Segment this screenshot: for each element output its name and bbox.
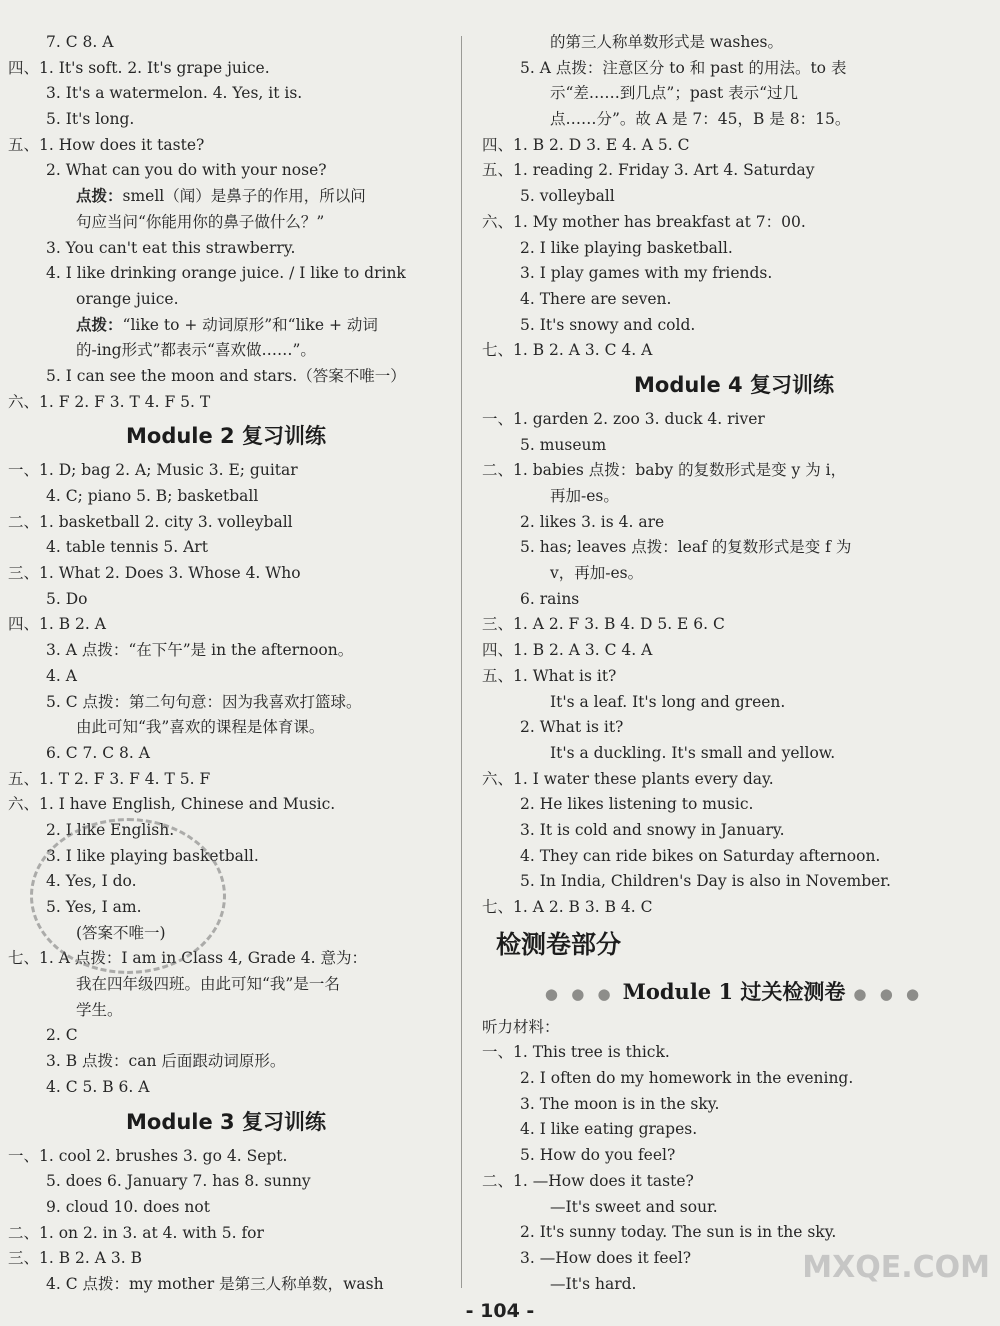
answer-text: 6. rains bbox=[520, 589, 580, 608]
answer-text: 5. I can see the moon and stars.（答案不唯一） bbox=[46, 366, 406, 385]
answer-line bbox=[474, 561, 994, 587]
answer-text: 3. It is cold and snowy in January. bbox=[520, 820, 785, 839]
answer-line bbox=[474, 30, 994, 56]
answer-text: 5. does 6. January 7. has 8. sunny bbox=[46, 1172, 311, 1191]
answer-line bbox=[0, 484, 452, 510]
answer-text: 六、1. F 2. F 3. T 4. F 5. T bbox=[8, 392, 211, 411]
answer-line bbox=[0, 638, 452, 664]
answer-line bbox=[0, 767, 452, 793]
part-title: 检测卷部分 bbox=[496, 929, 622, 959]
answer-line bbox=[0, 313, 452, 339]
answer-line bbox=[0, 1023, 452, 1049]
answer-text: 3. B 点拨：can 后面跟动词原形。 bbox=[46, 1052, 286, 1071]
answer-text: 7. C 8. A bbox=[46, 33, 114, 51]
banner-dots-left: ● ● ● bbox=[544, 984, 615, 1003]
answer-text: 四、1. It's soft. 2. It's grape juice. bbox=[8, 58, 270, 77]
answer-line bbox=[474, 792, 994, 818]
answer-line bbox=[0, 818, 452, 844]
answer-text: 5. museum bbox=[520, 435, 607, 454]
test-banner bbox=[474, 969, 994, 1015]
answer-line bbox=[0, 287, 452, 313]
answer-line bbox=[474, 612, 994, 638]
answer-line bbox=[0, 869, 452, 895]
answer-line bbox=[474, 1220, 994, 1246]
answer-line bbox=[474, 869, 994, 895]
answer-line bbox=[0, 612, 452, 638]
answer-line bbox=[0, 458, 452, 484]
answer-text: 4. I like eating grapes. bbox=[520, 1120, 698, 1139]
answer-text: It's a leaf. It's long and green. bbox=[550, 692, 786, 711]
answer-line bbox=[0, 715, 452, 741]
answer-line bbox=[474, 895, 994, 921]
answer-text: 三、1. B 2. A 3. B bbox=[8, 1249, 142, 1268]
answer-line bbox=[0, 1272, 452, 1298]
column-divider bbox=[461, 36, 462, 1288]
answer-line bbox=[0, 510, 452, 536]
answer-line bbox=[474, 210, 994, 236]
answer-text: 句应当问“你能用你的鼻子做什么？” bbox=[76, 212, 325, 231]
answer-text: 3. It's a watermelon. 4. Yes, it is. bbox=[46, 84, 303, 103]
answer-text: 示“差……到几点”；past 表示“过几 bbox=[550, 84, 799, 103]
answer-line bbox=[0, 1195, 452, 1221]
answer-line bbox=[0, 741, 452, 767]
answer-text: 2. C bbox=[46, 1026, 78, 1045]
answer-line bbox=[0, 792, 452, 818]
answer-line bbox=[474, 287, 994, 313]
answer-text: 5. C 点拨：第二句句意：因为我喜欢打篮球。 bbox=[46, 692, 362, 711]
answer-line bbox=[474, 184, 994, 210]
answer-text: 五、1. reading 2. Friday 3. Art 4. Saturday bbox=[482, 161, 815, 180]
answer-line bbox=[474, 133, 994, 159]
answer-text: 5. A 点拨：注意区分 to 和 past 的用法。to 表 bbox=[520, 58, 847, 77]
answer-text: 一、1. D; bag 2. A; Music 3. E; guitar bbox=[8, 461, 298, 480]
answer-text: 学生。 bbox=[76, 1000, 123, 1019]
answer-line bbox=[474, 1066, 994, 1092]
answer-line bbox=[0, 1049, 452, 1075]
answer-line bbox=[474, 1169, 994, 1195]
answer-text: 六、1. My mother has breakfast at 7：00. bbox=[482, 212, 806, 231]
answer-line bbox=[474, 1143, 994, 1169]
answer-text: 五、1. T 2. F 3. F 4. T 5. F bbox=[8, 769, 211, 788]
answer-text: 3. A 点拨：“在下午”是 in the afternoon。 bbox=[46, 641, 354, 660]
answer-text: 2. It's sunny today. The sun is in the sky. bbox=[520, 1223, 837, 1242]
answer-text: 七、1. A 2. B 3. B 4. C bbox=[482, 898, 653, 916]
answer-line bbox=[474, 81, 994, 107]
answer-line bbox=[474, 433, 994, 459]
answer-line bbox=[0, 133, 452, 159]
answer-text: 5. volleyball bbox=[520, 187, 615, 206]
answer-text: 五、1. How does it taste? bbox=[8, 135, 205, 154]
answer-text: 4. C 5. B 6. A bbox=[46, 1077, 150, 1096]
answer-line bbox=[0, 261, 452, 287]
answer-line bbox=[474, 690, 994, 716]
answer-line bbox=[474, 1040, 994, 1066]
answer-text: 二、1. babies 点拨：baby 的复数形式是变 y 为 i， bbox=[482, 461, 847, 480]
answer-text: 七、1. A 点拨：I am in Class 4, Grade 4. 意为： bbox=[8, 949, 367, 968]
answer-line bbox=[474, 56, 994, 82]
answer-line bbox=[474, 1092, 994, 1118]
answer-text: 4. C 点拨：my mother 是第三人称单数，wash bbox=[46, 1274, 384, 1293]
answer-text: 3. I like playing basketball. bbox=[46, 846, 259, 865]
answer-text: 三、1. What 2. Does 3. Whose 4. Who bbox=[8, 564, 301, 583]
answer-text: 2. What can you do with your nose? bbox=[46, 161, 327, 180]
answer-line bbox=[474, 638, 994, 664]
answer-text: 听力材料： bbox=[482, 1017, 560, 1036]
answer-line bbox=[0, 1169, 452, 1195]
answer-text: (答案不唯一) bbox=[76, 923, 166, 942]
answer-line bbox=[0, 236, 452, 262]
answer-line bbox=[474, 158, 994, 184]
answer-text: 二、1. on 2. in 3. at 4. with 5. for bbox=[8, 1223, 264, 1242]
answer-text: 5. has; leaves 点拨：leaf 的复数形式是变 f 为 bbox=[520, 538, 852, 557]
answer-line bbox=[0, 1246, 452, 1272]
answer-text: 一、1. cool 2. brushes 3. go 4. Sept. bbox=[8, 1146, 288, 1165]
answer-text: 我在四年级四班。由此可知“我”是一名 bbox=[76, 975, 340, 994]
answer-line bbox=[0, 364, 452, 390]
answer-line bbox=[474, 767, 994, 793]
answer-text: 6. C 7. C 8. A bbox=[46, 743, 150, 762]
answer-text: 5. In India, Children's Day is also in November. bbox=[520, 872, 891, 891]
section-heading: Module 3 复习训练 bbox=[126, 1109, 326, 1134]
answer-text: It's a duckling. It's small and yellow. bbox=[550, 743, 836, 762]
answer-text: 再加-es。 bbox=[550, 487, 619, 505]
banner-dots-right: ● ● ● bbox=[853, 984, 924, 1003]
answer-line bbox=[474, 338, 994, 364]
answer-line bbox=[474, 715, 994, 741]
answer-text: orange juice. bbox=[76, 289, 179, 308]
answer-text: 4. table tennis 5. Art bbox=[46, 538, 208, 557]
answer-line bbox=[0, 561, 452, 587]
hint-label: 点拨： bbox=[76, 187, 123, 206]
answer-text: 2. What is it? bbox=[520, 718, 624, 737]
answer-text: 四、1. B 2. A bbox=[8, 615, 106, 634]
answer-text: —It's sweet and sour. bbox=[550, 1197, 718, 1216]
answer-text: 五、1. What is it? bbox=[482, 666, 617, 685]
section-heading: Module 4 复习训练 bbox=[634, 372, 834, 397]
answer-line bbox=[474, 458, 994, 484]
answer-line bbox=[0, 921, 452, 947]
page-number: - 104 - bbox=[465, 1300, 535, 1322]
answer-text: 4. A bbox=[46, 666, 77, 685]
answer-text: smell（闻）是鼻子的作用，所以问 bbox=[122, 187, 366, 206]
answer-line bbox=[0, 998, 452, 1024]
hint-label: 点拨： bbox=[76, 315, 123, 334]
right-column bbox=[474, 30, 994, 1300]
answer-line bbox=[0, 338, 452, 364]
answer-text: 由此可知“我”喜欢的课程是体育课。 bbox=[76, 718, 325, 737]
answer-line bbox=[0, 1075, 452, 1101]
answer-line bbox=[474, 818, 994, 844]
answer-text: 3. I play games with my friends. bbox=[520, 264, 773, 283]
answer-text: 的第三人称单数形式是 washes。 bbox=[550, 33, 784, 51]
answer-text: 点……分”。故 A 是 7：45，B 是 8：15。 bbox=[550, 110, 851, 129]
answer-line bbox=[474, 236, 994, 262]
answer-line bbox=[0, 844, 452, 870]
answer-text: 七、1. B 2. A 3. C 4. A bbox=[482, 341, 653, 360]
answer-line bbox=[0, 587, 452, 613]
answer-line bbox=[474, 1015, 994, 1041]
answer-text: 一、1. This tree is thick. bbox=[482, 1043, 670, 1062]
answer-line bbox=[0, 81, 452, 107]
answer-text: 四、1. B 2. D 3. E 4. A 5. C bbox=[482, 135, 690, 154]
answer-line bbox=[474, 1195, 994, 1221]
answer-text: 5. Yes, I am. bbox=[46, 898, 142, 916]
left-column bbox=[0, 30, 452, 1300]
answer-line bbox=[474, 535, 994, 561]
answer-text: 5. It's snowy and cold. bbox=[520, 315, 696, 334]
answer-text: —It's hard. bbox=[550, 1274, 637, 1293]
answer-text: 9. cloud 10. does not bbox=[46, 1197, 210, 1216]
site-watermark: MXQE.COM bbox=[802, 1250, 990, 1285]
answer-line bbox=[0, 210, 452, 236]
answer-text: 2. I like playing basketball. bbox=[520, 238, 733, 257]
answer-line bbox=[0, 946, 452, 972]
answer-line bbox=[474, 313, 994, 339]
answer-line bbox=[474, 1117, 994, 1143]
answer-text: “like to + 动词原形”和“like + 动词 bbox=[122, 315, 378, 334]
answer-text: 2. He likes listening to music. bbox=[520, 795, 754, 814]
banner-title: Module 1 过关检测卷 bbox=[622, 978, 846, 1004]
answer-line bbox=[474, 844, 994, 870]
answer-line bbox=[0, 158, 452, 184]
answer-line bbox=[0, 390, 452, 416]
answer-text: 2. I often do my homework in the evening. bbox=[520, 1069, 854, 1088]
answer-text: 一、1. garden 2. zoo 3. duck 4. river bbox=[482, 409, 765, 428]
answer-text: 2. likes 3. is 4. are bbox=[520, 512, 665, 531]
answer-line bbox=[0, 56, 452, 82]
section-heading: Module 2 复习训练 bbox=[126, 424, 326, 449]
answer-line bbox=[0, 30, 452, 56]
answer-text: 的-ing形式”都表示“喜欢做……”。 bbox=[76, 341, 316, 360]
answer-text: 4. There are seven. bbox=[520, 289, 672, 308]
answer-line bbox=[0, 184, 452, 210]
answer-text: 4. I like drinking orange juice. / I like to drink bbox=[46, 264, 406, 283]
answer-text: 3. —How does it feel? bbox=[520, 1248, 692, 1267]
answer-text: 4. Yes, I do. bbox=[46, 872, 137, 891]
answer-text: v，再加-es。 bbox=[550, 564, 644, 583]
answer-line bbox=[474, 587, 994, 613]
answer-line bbox=[0, 107, 452, 133]
answer-line bbox=[474, 107, 994, 133]
answer-line bbox=[474, 741, 994, 767]
answer-text: 2. I like English. bbox=[46, 820, 175, 839]
answer-line bbox=[0, 972, 452, 998]
answer-text: 三、1. A 2. F 3. B 4. D 5. E 6. C bbox=[482, 615, 725, 634]
answer-text: 3. The moon is in the sky. bbox=[520, 1094, 720, 1113]
answer-text: 3. You can't eat this strawberry. bbox=[46, 238, 296, 257]
answer-text: 六、1. I have English, Chinese and Music. bbox=[8, 795, 336, 814]
answer-line bbox=[0, 1221, 452, 1247]
answer-text: 5. How do you feel? bbox=[520, 1146, 676, 1165]
answer-text: 四、1. B 2. A 3. C 4. A bbox=[482, 641, 653, 660]
answer-text: 4. C; piano 5. B; basketball bbox=[46, 487, 259, 505]
answer-line bbox=[0, 690, 452, 716]
answer-text: 二、1. —How does it taste? bbox=[482, 1171, 694, 1190]
answer-line bbox=[474, 407, 994, 433]
answer-line bbox=[0, 895, 452, 921]
answer-line bbox=[0, 1144, 452, 1170]
answer-text: 二、1. basketball 2. city 3. volleyball bbox=[8, 512, 293, 531]
answer-line bbox=[474, 484, 994, 510]
answer-line bbox=[0, 664, 452, 690]
answer-text: 5. Do bbox=[46, 589, 88, 608]
answer-text: 六、1. I water these plants every day. bbox=[482, 769, 774, 788]
answer-text: 5. It's long. bbox=[46, 110, 135, 129]
answer-line bbox=[0, 535, 452, 561]
answer-line bbox=[474, 510, 994, 536]
answer-line bbox=[474, 261, 994, 287]
answer-text: 4. They can ride bikes on Saturday afternoon. bbox=[520, 846, 881, 865]
answer-line bbox=[474, 664, 994, 690]
